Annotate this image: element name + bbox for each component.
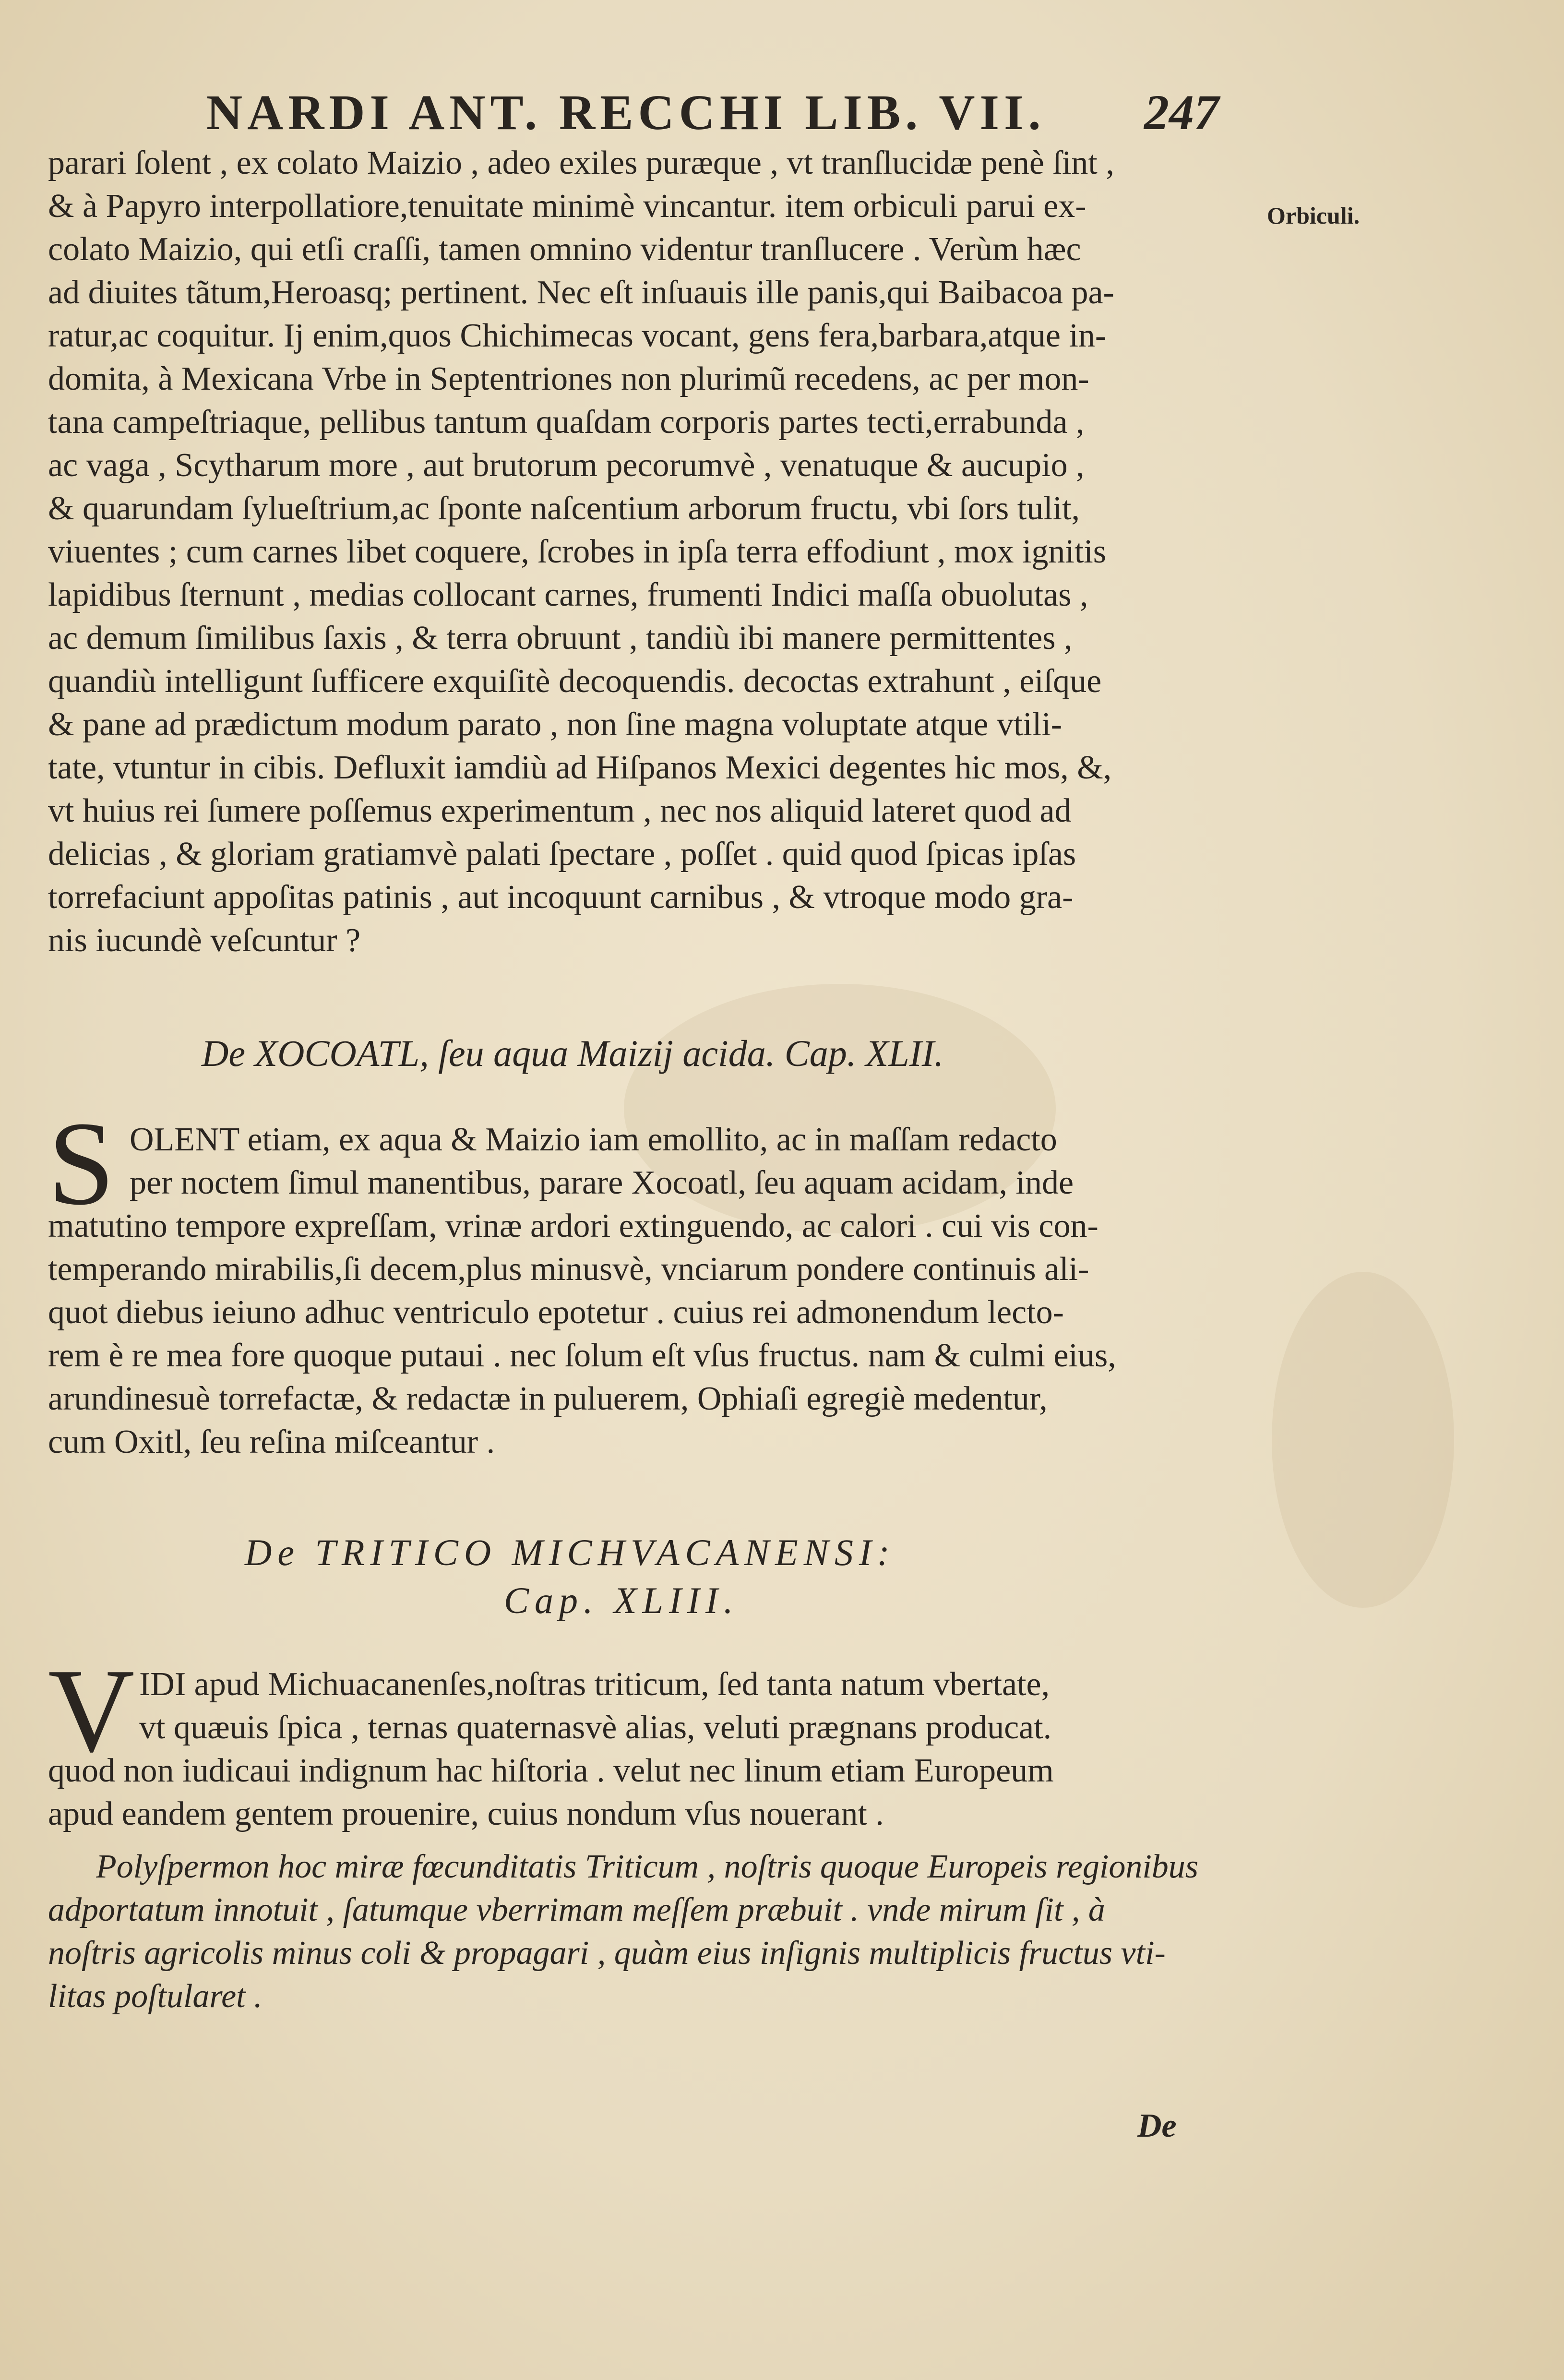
text-line: quot diebus ieiuno adhuc ventriculo epotetur . cuius rei admonendum lecto-	[48, 1294, 1064, 1331]
text-line: per noctem ſimul manentibus, parare Xocoatl, ſeu aquam acidam, inde	[130, 1164, 1074, 1201]
text-line: noſtris agricolis minus coli & propagari , quàm eius inſignis multiplicis fructus vti-	[48, 1935, 1166, 1972]
text-line: ac demum ſimilibus ſaxis , & terra obruunt , tandiù ibi manere permittentes ,	[48, 620, 1073, 657]
chapter-title-triticum: De TRITICO MICHVACANENSI:	[245, 1531, 895, 1573]
text-line: vt quæuis ſpica , ternas quaternasvè alias, veluti prægnans producat.	[139, 1709, 1052, 1746]
text-line: temperando mirabilis,ſi decem,plus minusvè, vnciarum pondere continuis ali-	[48, 1251, 1089, 1288]
text-line: IDI apud Michuacanenſes,noſtras triticum, ſed tanta natum vbertate,	[139, 1666, 1050, 1703]
text-line: ratur,ac coquitur. Ij enim,quos Chichimecas vocant, gens fera,barbara,atque in-	[48, 317, 1107, 354]
running-head: NARDI ANT. RECCHI LIB. VII.	[206, 85, 1046, 140]
text-line: torrefaciunt appoſitas patinis , aut incoquunt carnibus , & vtroque modo gra-	[48, 879, 1074, 916]
text-line: litas poſtularet .	[48, 1978, 263, 2015]
text-line: viuentes ; cum carnes libet coquere, ſcrobes in ipſa terra effodiunt , mox ignitis	[48, 533, 1106, 570]
drop-cap: S	[48, 1097, 115, 1230]
text-line: colato Maizio, qui etſi craſſi, tamen omnino videntur tranſlucere . Verùm hæc	[48, 231, 1081, 268]
page-number: 247	[1144, 85, 1219, 140]
text-line: adportatum innotuit , ſatumque vberrimam meſſem præbuit . vnde mirum ſit , à	[48, 1891, 1105, 1928]
text-line: delicias , & gloriam gratiamvè palati ſpectare , poſſet . quid quod ſpicas ipſas	[48, 836, 1076, 873]
chapter-title-xocoatl: De XOCOATL, ſeu aqua Maizij acida. Cap. XLII.	[202, 1032, 944, 1074]
text-line: ac vaga , Scytharum more , aut brutorum pecorumvè , venatuque & aucupio ,	[48, 447, 1085, 484]
text-line: vt huius rei ſumere poſſemus experimentum , nec nos aliquid lateret quod ad	[48, 792, 1072, 829]
page-header	[206, 84, 1219, 142]
text-line: & pane ad prædictum modum parato , non ſine magna voluptate atque vtili-	[48, 706, 1063, 743]
text-line: matutino tempore expreſſam, vrinæ ardori extinguendo, ac calori . cui vis con-	[48, 1208, 1098, 1244]
text-line: cum Oxitl, ſeu reſina miſceantur .	[48, 1423, 495, 1460]
text-line: parari ſolent , ex colato Maizio , adeo exiles puræque , vt tranſlucidæ penè ſint ,	[48, 144, 1114, 181]
text-line: & quarundam ſylueſtrium,ac ſponte naſcentium arborum fructu, vbi ſors tulit,	[48, 490, 1080, 527]
text-line: rem è re mea fore quoque putaui . nec ſolum eſt vſus fructus. nam & culmi eius,	[48, 1337, 1116, 1374]
catchword: De	[1137, 2107, 1177, 2144]
text-line: tate, vtuntur in cibis. Defluxit iamdiù ad Hiſpanos Mexici degentes hic mos, &,	[48, 749, 1112, 786]
text-line: quod non iudicaui indignum hac hiſtoria . velut nec linum etiam Europeum	[48, 1752, 1054, 1789]
text-line: nis iucundè veſcuntur ?	[48, 922, 361, 959]
text-line: apud eandem gentem prouenire, cuius nondum vſus nouerant .	[48, 1795, 884, 1832]
text-line: lapidibus ſternunt , medias collocant carnes, frumenti Indici maſſa obuolutas ,	[48, 576, 1088, 613]
text-line: Polyſpermon hoc miræ fœcunditatis Triticum , noſtris quoque Europeis regionibus	[96, 1848, 1199, 1885]
text-line: & à Papyro interpollatiore,tenuitate minimè vincantur. item orbiculi parui ex-	[48, 188, 1086, 225]
text-line: tana campeſtriaque, pellibus tantum quaſdam corporis partes tecti,errabunda ,	[48, 404, 1085, 441]
drop-cap: V	[48, 1644, 135, 1777]
text-line: quandiù intelligunt ſufficere exquiſitè decoquendis. decoctas extrahunt , eiſque	[48, 663, 1102, 700]
text-line: OLENT etiam, ex aqua & Maizio iam emollito, ac in maſſam redacto	[130, 1121, 1057, 1158]
chapter-number: Cap. XLIII.	[504, 1579, 739, 1621]
margin-note: Orbiculi.	[1267, 202, 1360, 229]
text-line: arundinesuè torrefactæ, & redactæ in puluerem, Ophiaſi egregiè medentur,	[48, 1380, 1048, 1417]
text-line: ad diuites tãtum,Heroasq; pertinent. Nec eſt inſuauis ille panis,qui Baibacoa pa-	[48, 274, 1114, 311]
text-line: domita, à Mexicana Vrbe in Septentriones non plurimũ recedens, ac per mon-	[48, 360, 1089, 397]
paper-stain	[1272, 1272, 1454, 1608]
